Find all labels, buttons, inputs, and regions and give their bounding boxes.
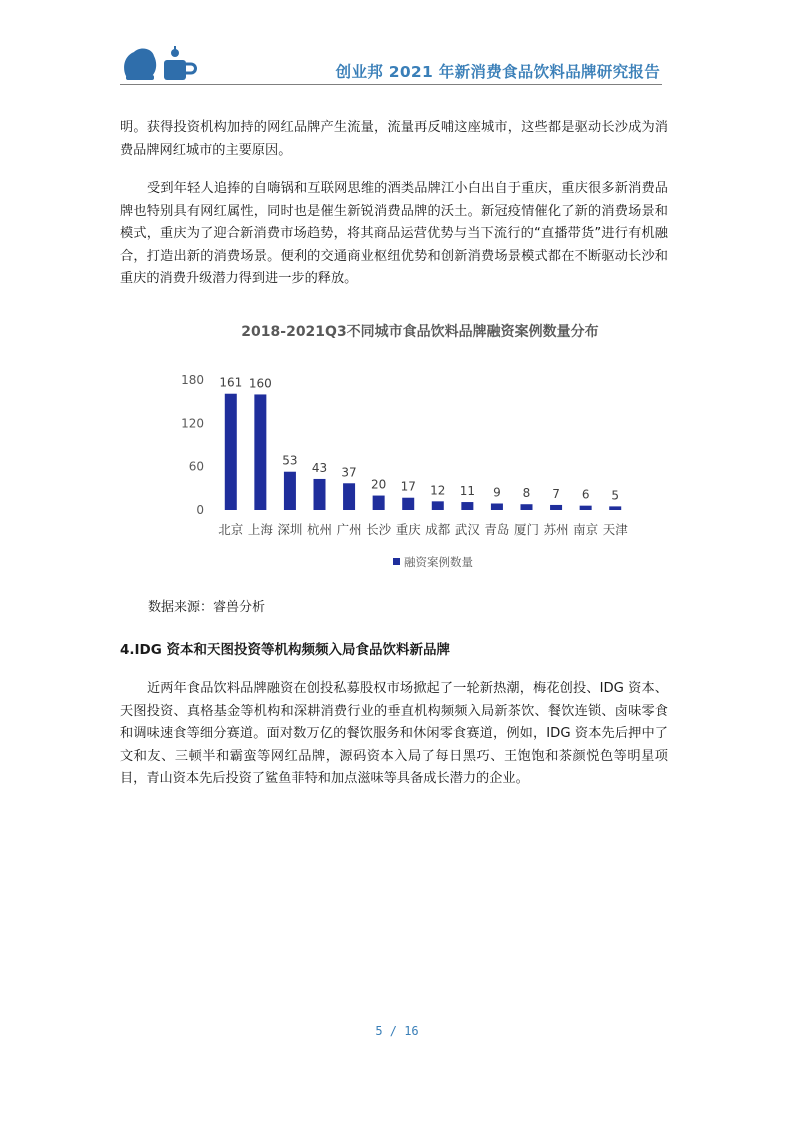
paragraph-1: 明。获得投资机构加持的网红品牌产生流量，流量再反哺这座城市，这些都是驱动长沙成为消费品牌网红城市的主要原因。 [120,120,668,158]
x-tick-label: 厦门 [513,522,540,537]
bar-3 [314,479,326,510]
bar-2 [284,472,296,510]
bar-5 [373,496,385,510]
data-label: 37 [341,465,357,480]
bar-4 [343,483,355,510]
legend-label: 融资案例数量 [404,555,473,569]
y-tick-label: 180 [181,373,204,387]
x-tick-label: 杭州 [306,522,333,537]
page-number: 5 / 16 [375,1024,419,1038]
bar-0 [225,394,237,510]
data-label: 8 [522,486,531,501]
data-label: 12 [430,483,446,498]
x-tick-label: 武汉 [454,522,480,537]
bar-chart [150,360,640,580]
paragraph-2: 受到年轻人追捧的自嗨锅和互联网思维的酒类品牌江小白出自于重庆，重庆很多新消费品牌也特别具有网红属性，同时也是催生新锐消费品牌的沃土。新冠疫情催化了新的消费场景和模式，重庆为了迎合新消费市场趋势，将其商品运营优势与当下流行的“直播带货”进行有机融合，打造出新的消费场景。便利的交通商业枢纽优势和创新消费场景模式都在不断驱动长沙和重庆的消费升级潜力得到进一步的释放。 [120,181,668,286]
chuangyebang-logo-icon [122,44,198,84]
x-tick-label: 青岛 [484,522,510,537]
data-label: 6 [581,487,590,502]
data-label: 9 [493,485,501,500]
x-tick-label: 南京 [573,522,599,537]
data-label: 5 [611,488,620,503]
y-tick-label: 120 [181,416,204,431]
paragraph-3: 近两年食品饮料品牌融资在创投私募股权市场掀起了一轮新热潮，梅花创投、IDG 资本、天图投资、真格基金等机构和深耕消费行业的垂直机构频频入局新茶饮、餐饮连锁、卤味零食和调味速食等细分赛道。面对数万亿的餐饮服务和休闲零食赛道，例如，IDG 资本先后押中了文和友、三顿半和霸蛮等网红品牌，源码资本入局了每日黑巧、王饱饱和茶颜悦色等明星项目，青山资本先后投资了鲨鱼菲特和加点滋味等具备成长潜力的企业。 [120,681,668,786]
header-divider [120,84,662,85]
section-heading: 4.IDG 资本和天图投资等机构频频入局食品饮料新品牌 [120,642,451,658]
data-label: 17 [400,479,416,494]
bar-1 [254,394,266,510]
bar-11 [550,505,562,510]
data-label: 11 [459,484,475,499]
bar-6 [402,498,414,510]
x-tick-label: 广州 [336,522,362,537]
bar-8 [461,502,473,510]
bar-7 [432,501,444,510]
data-source: 数据来源：睿兽分析 [148,600,266,615]
bar-9 [491,504,503,511]
x-tick-label: 重庆 [395,522,421,537]
data-label: 53 [282,453,298,468]
x-tick-label: 苏州 [543,522,569,537]
y-tick-label: 0 [196,503,204,517]
data-label: 43 [311,460,328,475]
x-tick-label: 成都 [425,522,451,537]
data-label: 161 [219,375,243,390]
x-tick-label: 北京 [218,522,244,537]
data-label: 20 [371,477,387,492]
x-tick-label: 上海 [247,522,273,537]
data-label: 7 [552,486,560,501]
chart-title: 2018-2021Q3不同城市食品饮料品牌融资案例数量分布 [241,324,599,340]
header-title: 创业邦 2021 年新消费食品饮料品牌研究报告 [335,63,660,81]
y-tick-label: 60 [188,459,204,474]
bar-10 [521,504,533,510]
legend-swatch [393,558,400,565]
x-tick-label: 天津 [602,522,628,537]
x-tick-label: 深圳 [277,522,303,537]
bar-13 [609,506,621,510]
bar-12 [580,506,592,510]
x-tick-label: 长沙 [366,522,392,537]
data-label: 160 [248,376,272,391]
